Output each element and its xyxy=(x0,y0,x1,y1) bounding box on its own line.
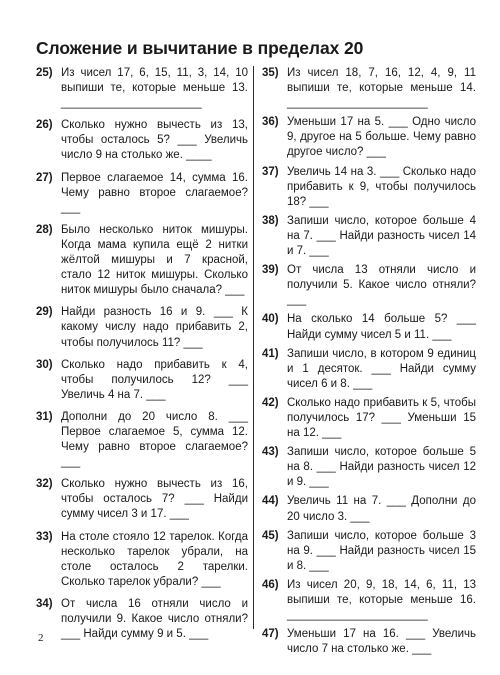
task-number: 38) xyxy=(262,214,279,227)
task-number: 29) xyxy=(36,306,53,319)
task-text: Уменьши 17 на 5. ___ Одно число 9, другое на 5 больше. Чему равно другое число? ___ xyxy=(287,116,476,159)
task-text: Было несколько ниток мишуры. Когда мама купила ещё 2 нитки жёлтой мишуры и 7 красной, стало 12 ниток мишуры. Сколько ниток мишуры было сначала? ___ xyxy=(61,223,248,297)
task-item xyxy=(36,171,248,216)
task-item xyxy=(262,347,476,392)
right-column xyxy=(262,66,476,657)
task-text: Сколько нужно вычесть из 13, чтобы осталось 5? ___ Увеличь число 9 на столько же. ____ xyxy=(61,119,248,162)
task-item xyxy=(262,494,476,524)
task-item xyxy=(262,66,476,111)
task-item xyxy=(36,477,248,522)
task-text: На столе стояло 12 тарелок. Когда несколько тарелок убрали, на столе осталось 2 тарелки. Сколько тарелок убрали? ___ xyxy=(61,530,248,588)
task-text: Запиши число, в котором 9 единиц и 1 десяток. ___ Найди сумму чисел 6 и 8. ___ xyxy=(287,347,476,390)
task-number: 34) xyxy=(36,597,53,610)
task-text: Из чисел 18, 7, 16, 12, 4, 9, 11 выпиши те, которые меньше 14. ______________________ xyxy=(287,67,476,110)
task-number: 40) xyxy=(262,313,279,326)
left-column xyxy=(36,66,248,642)
task-number: 41) xyxy=(262,347,279,360)
page-number: 2 xyxy=(38,632,44,644)
task-item xyxy=(36,410,248,470)
task-number: 39) xyxy=(262,264,279,277)
task-item xyxy=(262,115,476,160)
task-text: Сколько надо прибавить к 4, чтобы получилось 12? ___ Увеличь 4 на 7. ___ xyxy=(61,358,248,401)
task-item xyxy=(36,358,248,403)
task-item xyxy=(262,627,476,657)
task-text: Уменьши 17 на 16. ___ Увеличь число 7 на столько же. ___ xyxy=(287,628,476,656)
task-text: Сколько нужно вычесть из 16, чтобы осталось 7? ___ Найди сумму чисел 3 и 17. ___ xyxy=(61,478,248,521)
task-number: 47) xyxy=(262,628,279,641)
task-item xyxy=(262,165,476,210)
task-text: Сколько надо прибавить к 5, чтобы получилось 17? ___ Уменьши 15 на 12. ___ xyxy=(287,396,476,440)
task-text: Найди разность 16 и 9. ___ К какому числу надо прибавить 2, чтобы получилось 11? ___ xyxy=(61,306,248,349)
task-text: Увеличь 14 на 3. ___ Сколько надо прибавить к 9, чтобы получилось 18? ___ xyxy=(287,165,476,208)
task-text: От числа 16 отняли число и получили 9. Какое число отняли? ___ Найди сумму 9 и 5. ___ xyxy=(61,597,248,641)
task-number: 33) xyxy=(36,530,53,543)
task-item xyxy=(262,529,476,574)
task-number: 36) xyxy=(262,116,279,129)
task-item xyxy=(36,305,248,350)
task-item xyxy=(262,312,476,342)
task-number: 35) xyxy=(262,67,279,79)
task-number: 27) xyxy=(36,171,53,184)
task-item xyxy=(262,396,476,441)
task-item xyxy=(36,118,248,163)
task-number: 30) xyxy=(36,358,53,371)
task-text: Запиши число, которое больше 5 на 8. ___ Найди разность чисел 12 и 9. ___ xyxy=(287,446,476,489)
task-number: 26) xyxy=(36,119,53,132)
page-title: Сложение и вычитание в пределах 20 xyxy=(36,38,364,58)
task-text: Дополни до 20 число 8. ___ Первое слагаемое 5, сумма 12. Чему равно второе слагаемое? ___ xyxy=(61,410,248,469)
task-item xyxy=(262,214,476,259)
task-text: На сколько 14 больше 5? ___ Найди сумму чисел 5 и 11. ___ xyxy=(287,313,476,341)
task-number: 32) xyxy=(36,478,53,491)
task-number: 31) xyxy=(36,410,53,423)
task-text: От числа 13 отняли число и получили 5. Какое число отняли? ___ xyxy=(287,264,476,307)
task-number: 45) xyxy=(262,529,279,542)
task-item xyxy=(36,597,248,642)
task-number: 46) xyxy=(262,578,279,591)
task-item xyxy=(36,223,248,298)
task-item xyxy=(262,263,476,308)
task-number: 42) xyxy=(262,396,279,409)
task-item xyxy=(262,445,476,490)
task-item xyxy=(262,578,476,623)
task-number: 43) xyxy=(262,446,279,459)
task-number: 25) xyxy=(36,67,53,79)
task-text: Увеличь 11 на 7. ___ Дополни до 20 число 3. ___ xyxy=(287,495,476,523)
task-number: 37) xyxy=(262,165,279,178)
task-text: Первое слагаемое 14, сумма 16. Чему равно второе слагаемое? ___ xyxy=(61,171,248,214)
task-text: Запиши число, которое больше 4 на 7. ___ Найди разность чисел 14 и 7. ___ xyxy=(287,214,476,258)
task-number: 44) xyxy=(262,495,279,508)
task-text: Запиши число, которое больше 3 на 9. ___ Найди разность чисел 15 и 8. ___ xyxy=(287,529,476,572)
column-divider xyxy=(253,66,254,629)
task-item xyxy=(36,66,248,111)
task-text: Из чисел 17, 6, 15, 11, 3, 14, 10 выпиши те, которые меньше 13. ______________________ xyxy=(61,67,248,110)
task-text: Из чисел 20, 9, 18, 14, 6, 11, 13 выпиши те, которые меньше 16. ______________________ xyxy=(287,578,476,622)
task-item xyxy=(36,530,248,590)
task-number: 28) xyxy=(36,223,53,236)
